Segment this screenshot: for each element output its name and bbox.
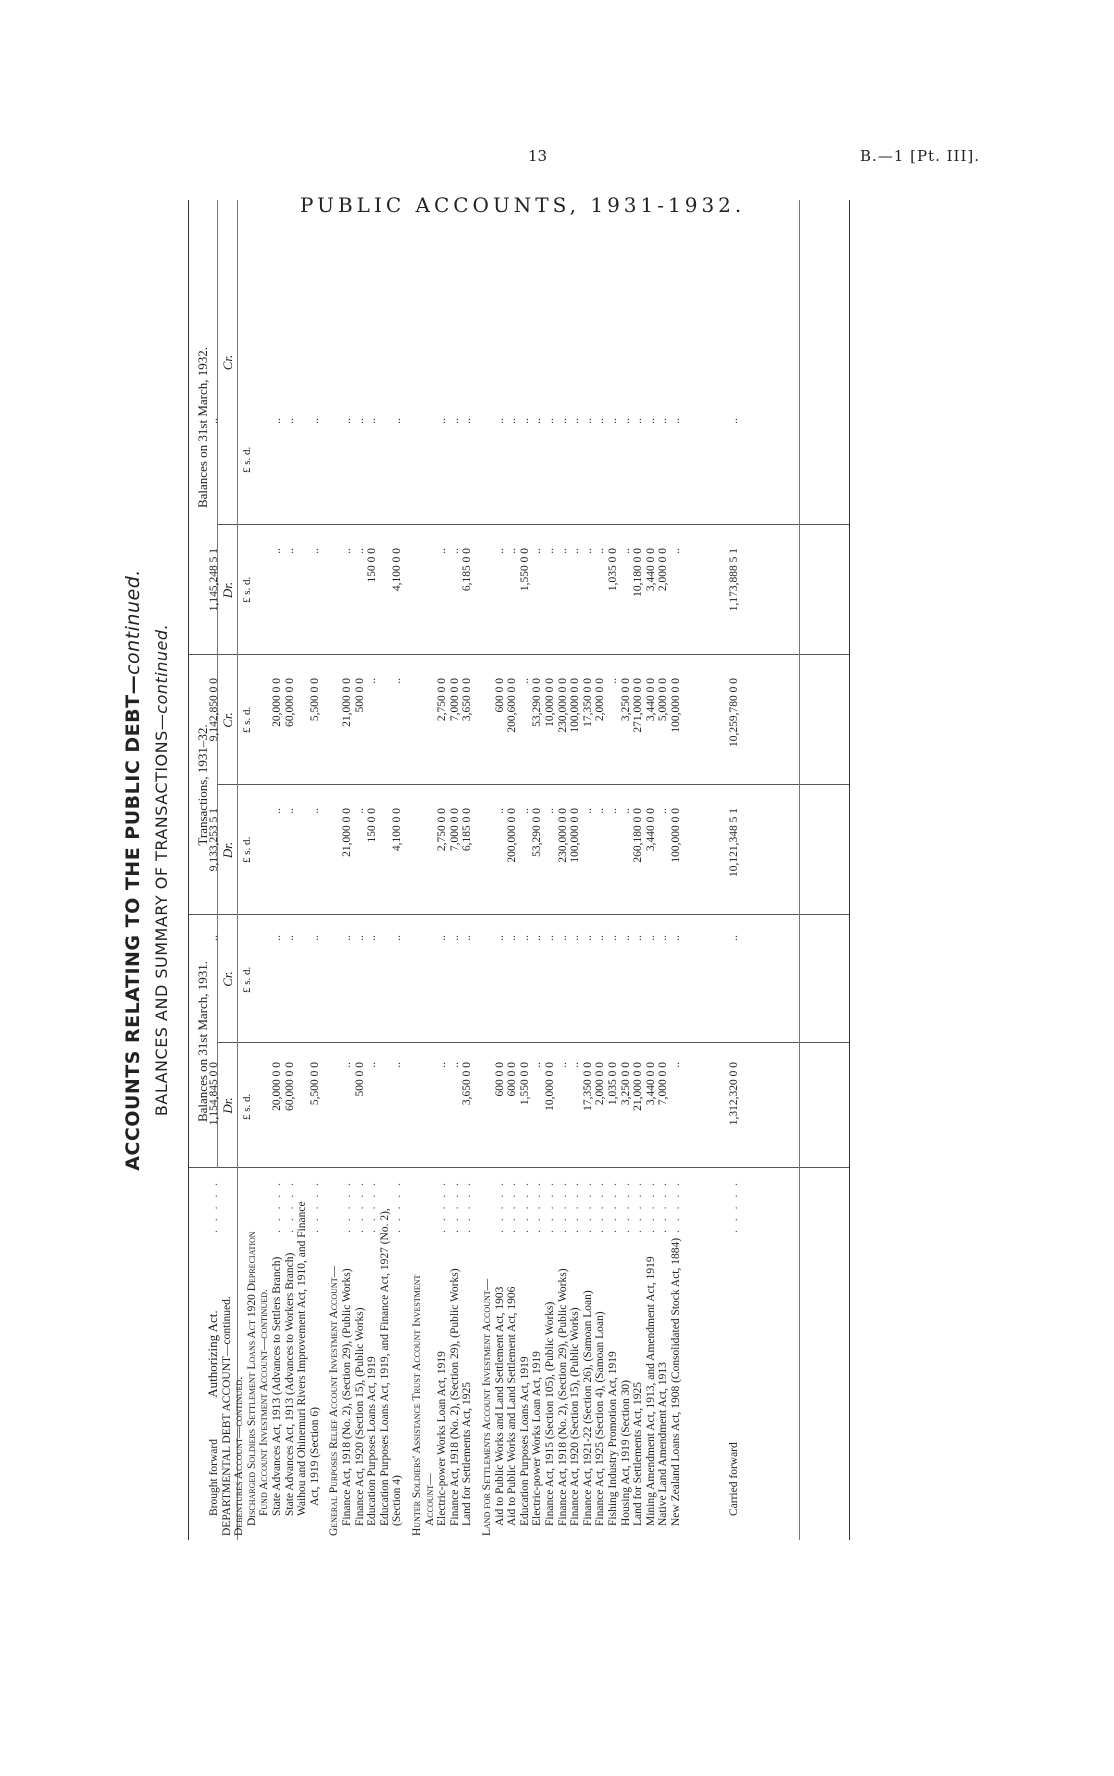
row-label: Finance Act, 1925 (Section 4), (Samoan Loan) (594, 1311, 607, 1526)
cell-amount: .. (644, 935, 657, 941)
cell-amount: .. (461, 418, 474, 424)
header-dr-1932: Dr. (220, 581, 235, 599)
table-title: ACCOUNTS RELATING TO THE PUBLIC DEBT—continued. (122, 569, 144, 1171)
cell-amount: .. (632, 935, 645, 941)
leader-dots: . . . . . (644, 1180, 657, 1233)
cell-amount: .. (436, 1062, 449, 1068)
row-label: Finance Act, 1918 (No. 2), (Section 29), (Public Works) (341, 1268, 353, 1526)
cell-amount: .. (607, 935, 619, 941)
cell-amount: .. (283, 548, 296, 554)
units-col-1: £ s. d. (241, 1093, 253, 1120)
table-row (544, 200, 557, 1540)
header-authorizing-act: Authorizing Act. (205, 1310, 220, 1398)
leader-dots: . . . . . (461, 1180, 474, 1233)
cell-amount: 230,000 0 0 (556, 808, 569, 863)
row-label: Aid to Public Works and Land Settlement Act, 1903 (493, 1286, 506, 1526)
cell-amount: .. (632, 418, 645, 424)
row-label: Land for Settlements Account Investment Account— (481, 1278, 493, 1536)
cell-amount: 200,000 0 0 (506, 808, 519, 863)
cell-amount: .. (657, 418, 670, 424)
leader-dots: . . . . . (208, 1180, 220, 1233)
cell-amount: .. (644, 418, 657, 424)
cell-amount: .. (271, 808, 283, 814)
cell-amount: .. (461, 935, 474, 941)
row-label: Education Purposes Loans Act, 1919, and Finance Act, 1927 (No. 2), (378, 1208, 391, 1526)
cell-amount: 10,000 0 0 (544, 678, 556, 727)
row-label: (Section 4) (391, 1475, 404, 1526)
cell-amount: 21,000 0 0 (341, 808, 353, 857)
cell-amount: .. (556, 935, 569, 941)
cell-amount: 21,000 0 0 (341, 678, 353, 727)
cell-amount: .. (208, 935, 220, 941)
cell-amount: 10,121,348 5 1 (728, 808, 740, 877)
leader-dots: . . . . . (619, 1180, 632, 1233)
page-number: 13 (528, 147, 548, 165)
row-label: Debentures Account—continued. (233, 1377, 246, 1536)
table-row (341, 200, 354, 1540)
cell-amount: 6,185 0 0 (461, 808, 474, 852)
cell-amount: .. (308, 418, 321, 424)
cell-amount: .. (594, 548, 607, 554)
cell-amount: .. (448, 935, 461, 941)
leader-dots: . . . . . (506, 1180, 519, 1233)
cell-amount: .. (353, 935, 366, 941)
cell-amount: 60,000 0 0 (283, 1062, 296, 1111)
cell-amount: .. (518, 418, 531, 424)
cell-amount: .. (493, 935, 506, 941)
table-row (657, 200, 670, 1540)
table-row (246, 200, 259, 1540)
leader-dots: . . . . . (493, 1180, 506, 1233)
units-col-5: £ s. d. (241, 576, 253, 603)
cell-amount: 100,000 0 0 (670, 808, 682, 863)
cell-amount: .. (531, 548, 544, 554)
cell-amount: .. (569, 418, 582, 424)
cell-amount: 9,133,253 5 1 (208, 808, 220, 872)
cell-amount: .. (670, 418, 682, 424)
row-label: Land for Settlements Act, 1925 (632, 1381, 645, 1526)
row-label: Waihou and Ohinemuri Rivers Improvement Act, 1910, and Finance (296, 1201, 309, 1516)
table-row (328, 200, 341, 1540)
cell-amount: .. (493, 548, 506, 554)
cell-amount: 3,650 0 0 (461, 678, 474, 722)
row-label: New Zealand Loans Act, 1908 (Consolidated Stock Act, 1884) (670, 1237, 682, 1526)
table-row (594, 200, 607, 1540)
cell-amount: .. (283, 808, 296, 814)
row-label: Housing Act, 1919 (Section 30) (619, 1380, 632, 1526)
leader-dots: . . . . . (308, 1180, 321, 1233)
row-label: Finance Act, 1918 (No. 2), (Section 29), (Public Works) (556, 1268, 569, 1526)
table-row (519, 200, 532, 1540)
cell-amount: .. (728, 418, 740, 424)
cell-amount: .. (518, 678, 531, 684)
cell-amount: 53,290 0 0 (531, 678, 544, 727)
table-row (670, 200, 683, 1540)
cell-amount: .. (619, 418, 632, 424)
table-row (208, 200, 221, 1540)
cell-amount: 1,035 0 0 (607, 1062, 619, 1106)
cell-amount: 3,440 0 0 (644, 808, 657, 852)
row-label: Finance Act, 1921-22 (Section 26), (Samoan Loan) (581, 1290, 594, 1526)
row-label: State Advances Act, 1913 (Advances to Settlers Branch) (271, 1256, 283, 1516)
cell-amount: 1,173,888 5 1 (728, 548, 740, 612)
cell-amount: .. (670, 548, 682, 554)
header-balances-1932: Balances on 31st March, 1932. (195, 346, 210, 509)
cell-amount: 3,440 0 0 (644, 548, 657, 592)
cell-amount: .. (341, 418, 353, 424)
row-label: Aid to Public Works and Land Settlement Act, 1906 (506, 1286, 519, 1526)
units-col-4: £ s. d. (241, 706, 253, 733)
cell-amount: 150 0 0 (366, 548, 379, 583)
cell-amount: 3,440 0 0 (644, 1062, 657, 1106)
table-subtitle: BALANCES AND SUMMARY OF TRANSACTIONS—continued. (152, 623, 171, 1117)
header-dr-trans: Dr. (220, 841, 235, 859)
row-label: Native Land Amendment Act, 1913 (657, 1362, 670, 1526)
header-dr-1931: Dr. (220, 1097, 235, 1114)
cell-amount: .. (594, 935, 607, 941)
leader-dots: . . . . . (594, 1180, 607, 1233)
leader-dots: . . . . . (341, 1180, 353, 1233)
cell-amount: .. (619, 548, 632, 554)
leader-dots: . . . . . (366, 1180, 379, 1233)
table-row (379, 200, 392, 1540)
cell-amount: 2,750 0 0 (436, 808, 449, 852)
cell-amount: .. (391, 418, 404, 424)
header-cr-1932: Cr. (220, 354, 235, 371)
row-label: Finance Act, 1918 (No. 2), (Section 29), (Public Works) (448, 1268, 461, 1526)
document-reference: B.—1 [Pt. III]. (860, 147, 981, 165)
table-row (436, 200, 449, 1540)
cell-amount: .. (448, 1062, 461, 1068)
row-label: Mining Amendment Act, 1913, and Amendment Act, 1919 (644, 1256, 657, 1526)
leader-dots: . . . . . (607, 1180, 619, 1233)
cell-amount: 21,000 0 0 (632, 1062, 645, 1111)
cell-amount: .. (391, 678, 404, 684)
row-label: Electric-power Works Loan Act, 1919 (436, 1351, 449, 1526)
cell-amount: .. (283, 935, 296, 941)
cell-amount: 3,250 0 0 (619, 1062, 632, 1106)
header-cr-trans: Cr. (220, 712, 235, 728)
cell-amount: .. (366, 935, 379, 941)
cell-amount: 150 0 0 (366, 808, 379, 843)
table-row (494, 200, 507, 1540)
cell-amount: 3,250 0 0 (619, 678, 632, 722)
leader-dots: . . . . . (670, 1180, 682, 1233)
cell-amount: 3,650 0 0 (461, 1062, 474, 1106)
cell-amount: .. (506, 418, 519, 424)
table-row (354, 200, 367, 1540)
cell-amount: .. (366, 678, 379, 684)
cell-amount: 10,000 0 0 (544, 1062, 556, 1111)
cell-amount: 100,000 0 0 (569, 678, 582, 733)
cell-amount: 1,035 0 0 (607, 548, 619, 592)
cell-amount: 3,440 0 0 (644, 678, 657, 722)
row-label: DEPARTMENTAL DEBT ACCOUNT—continued. (220, 1296, 233, 1536)
cell-amount: .. (436, 548, 449, 554)
cell-amount: 1,550 0 0 (518, 1062, 531, 1106)
table-row (391, 200, 404, 1540)
leader-dots: . . . . . (391, 1180, 404, 1233)
cell-amount: 2,750 0 0 (436, 678, 449, 722)
table-row (233, 200, 246, 1540)
cell-amount: .. (670, 935, 682, 941)
cell-amount: .. (556, 1062, 569, 1068)
cell-amount: .. (341, 935, 353, 941)
cell-amount: .. (271, 418, 283, 424)
cell-amount: .. (341, 1062, 353, 1068)
cell-amount: .. (518, 935, 531, 941)
cell-amount: .. (531, 418, 544, 424)
cell-amount: 5,000 0 0 (657, 678, 670, 722)
row-label: Education Purposes Loans Act, 1919 (518, 1356, 531, 1526)
cell-amount: .. (366, 418, 379, 424)
leader-dots: . . . . . (657, 1180, 670, 1233)
table-row (481, 200, 494, 1540)
cell-amount: 200,600 0 0 (506, 678, 519, 733)
cell-amount: .. (569, 1062, 582, 1068)
cell-amount: .. (670, 1062, 682, 1068)
leader-dots: . . . . . (353, 1180, 366, 1233)
table-row (531, 200, 544, 1540)
rotated-table-region (118, 200, 858, 1540)
table-row (506, 200, 519, 1540)
table-row (632, 200, 645, 1540)
cell-amount: .. (728, 935, 740, 941)
cell-amount: .. (581, 548, 594, 554)
cell-amount: 4,100 0 0 (391, 548, 404, 592)
cell-amount: .. (581, 418, 594, 424)
row-label: General Purposes Relief Account Investment Account— (328, 1265, 341, 1536)
row-label: Account— (423, 1473, 436, 1526)
table-row (569, 200, 582, 1540)
cell-amount: 2,000 0 0 (594, 1062, 607, 1106)
table-row (271, 200, 284, 1540)
leader-dots: . . . . . (569, 1180, 582, 1233)
table-row (411, 200, 424, 1540)
table-row (424, 200, 437, 1540)
cell-amount: .. (531, 935, 544, 941)
units-col-6: £ s. d. (241, 446, 253, 473)
cell-amount: 1,145,248 5 1 (208, 548, 220, 612)
cell-amount: 6,185 0 0 (461, 548, 474, 592)
cell-amount: 600 0 0 (493, 678, 506, 713)
cell-amount: .. (493, 808, 506, 814)
cell-amount: .. (506, 548, 519, 554)
cell-amount: .. (594, 418, 607, 424)
cell-amount: .. (569, 548, 582, 554)
table-row (607, 200, 620, 1540)
row-label: Fund Account Investment Account—continued. (258, 1289, 271, 1516)
header-balances-1931: Balances on 31st March, 1931. (195, 960, 210, 1123)
units-col-3: £ s. d. (241, 836, 253, 863)
leader-dots: . . . . . (556, 1180, 569, 1233)
cell-amount: .. (353, 548, 366, 554)
cell-amount: 20,000 0 0 (271, 1062, 283, 1111)
table-row (620, 200, 633, 1540)
table-row (221, 200, 234, 1540)
cell-amount: .. (518, 808, 531, 814)
cell-amount: 10,259,780 0 0 (728, 678, 740, 747)
leader-dots: . . . . . (531, 1180, 544, 1233)
cell-amount: .. (506, 935, 519, 941)
cell-amount: .. (581, 935, 594, 941)
cell-amount: .. (353, 808, 366, 814)
cell-amount: 20,000 0 0 (271, 678, 283, 727)
cell-amount: 7,000 0 0 (448, 808, 461, 852)
row-label: Discharged Soldiers Settlement Loans Act 1920 Depreciation (245, 1231, 258, 1526)
row-label: Finance Act, 1920 (Section 15), (Public Works) (353, 1307, 366, 1526)
cell-amount: .. (341, 548, 353, 554)
row-label: Hunter Soldiers' Assistance Trust Account Investment (411, 1274, 423, 1536)
table-row (461, 200, 474, 1540)
row-label: Finance Act, 1915 (Section 105), (Public Works) (544, 1301, 556, 1526)
cell-amount: .. (581, 808, 594, 814)
table-row (645, 200, 658, 1540)
cell-amount: .. (271, 935, 283, 941)
cell-amount: 260,180 0 0 (632, 808, 645, 863)
cell-amount: .. (544, 418, 556, 424)
leader-dots: . . . . . (581, 1180, 594, 1233)
cell-amount: .. (366, 1062, 379, 1068)
table-row (309, 200, 322, 1540)
row-label: Electric-power Works Loan Act, 1919 (531, 1351, 544, 1526)
leader-dots: . . . . . (283, 1180, 296, 1233)
table-row (557, 200, 570, 1540)
table-row (296, 200, 309, 1540)
table-row (366, 200, 379, 1540)
cell-amount: 500 0 0 (353, 678, 366, 713)
cell-amount: .. (556, 418, 569, 424)
cell-amount: 17,350 0 0 (581, 678, 594, 727)
cell-amount: 2,000 0 0 (594, 678, 607, 722)
cell-amount: .. (607, 418, 619, 424)
cell-amount: .. (353, 418, 366, 424)
cell-amount: .. (391, 1062, 404, 1068)
leader-dots: . . . . . (518, 1180, 531, 1233)
row-label: Brought forward (208, 1439, 220, 1516)
leader-dots: . . . . . (436, 1180, 449, 1233)
table-row (284, 200, 297, 1540)
cell-amount: .. (594, 808, 607, 814)
cell-amount: .. (308, 548, 321, 554)
cell-amount: .. (657, 808, 670, 814)
cell-amount: .. (657, 935, 670, 941)
cell-amount: 7,000 0 0 (448, 678, 461, 722)
row-label: Carried forward (728, 1442, 740, 1516)
table-row (449, 200, 462, 1540)
table-row (728, 200, 741, 1540)
cell-amount: .. (208, 418, 220, 424)
cell-amount: .. (607, 808, 619, 814)
cell-amount: 5,500 0 0 (308, 678, 321, 722)
header-transactions: Transactions, 1931–32. (195, 724, 210, 846)
cell-amount: 1,154,845 0 0 (208, 1062, 220, 1126)
cell-amount: .. (619, 935, 632, 941)
cell-amount: 1,312,320 0 0 (728, 1062, 740, 1126)
cell-amount: 100,000 0 0 (670, 678, 682, 733)
cell-amount: .. (544, 935, 556, 941)
leader-dots: . . . . . (632, 1180, 645, 1233)
cell-amount: .. (448, 548, 461, 554)
cell-amount: 100,000 0 0 (569, 808, 582, 863)
leader-dots: . . . . . (271, 1180, 283, 1233)
leader-dots: . . . . . (544, 1180, 556, 1233)
row-label: State Advances Act, 1913 (Advances to Workers Branch) (283, 1252, 296, 1516)
row-label: Fishing Industry Promotion Act, 1919 (607, 1351, 619, 1526)
cell-amount: 600 0 0 (493, 1062, 506, 1097)
cell-amount: .. (619, 808, 632, 814)
row-label: Land for Settlements Act, 1925 (461, 1381, 474, 1526)
cell-amount: .. (308, 808, 321, 814)
cell-amount: .. (556, 548, 569, 554)
cell-amount: 600 0 0 (506, 1062, 519, 1097)
cell-amount: .. (544, 808, 556, 814)
cell-amount: .. (436, 418, 449, 424)
cell-amount: .. (569, 935, 582, 941)
cell-amount: 17,350 0 0 (581, 1062, 594, 1111)
leader-dots: . . . . . (728, 1180, 740, 1233)
cell-amount: .. (607, 678, 619, 684)
cell-amount: 1,550 0 0 (518, 548, 531, 592)
cell-amount: 60,000 0 0 (283, 678, 296, 727)
cell-amount: 5,500 0 0 (308, 1062, 321, 1106)
cell-amount: 9,142,850 0 0 (208, 678, 220, 742)
cell-amount: 4,100 0 0 (391, 808, 404, 852)
row-label: Act, 1919 (Section 6) (308, 1406, 321, 1506)
cell-amount: 271,000 0 0 (632, 678, 645, 733)
table-row (582, 200, 595, 1540)
table-row (258, 200, 271, 1540)
cell-amount: .. (271, 548, 283, 554)
cell-amount: 7,000 0 0 (657, 1062, 670, 1106)
cell-amount: 10,180 0 0 (632, 548, 645, 597)
row-label: Education Purposes Loans Act, 1919 (366, 1356, 379, 1526)
cell-amount: 500 0 0 (353, 1062, 366, 1097)
table-row (683, 200, 696, 1540)
cell-amount: .. (308, 935, 321, 941)
header-cr-1931: Cr. (220, 971, 235, 987)
cell-amount: 2,000 0 0 (657, 548, 670, 592)
running-title: PUBLIC ACCOUNTS, 1931-1932. (300, 193, 746, 217)
leader-dots: . . . . . (448, 1180, 461, 1233)
cell-amount: .. (531, 1062, 544, 1068)
cell-amount: .. (493, 418, 506, 424)
cell-amount: .. (283, 418, 296, 424)
cell-amount: .. (391, 935, 404, 941)
cell-amount: 53,290 0 0 (531, 808, 544, 857)
cell-amount: .. (544, 548, 556, 554)
cell-amount: 230,000 0 0 (556, 678, 569, 733)
cell-amount: .. (436, 935, 449, 941)
cell-amount: .. (448, 418, 461, 424)
row-label: Finance Act, 1920 (Section 15), (Public Works) (569, 1307, 582, 1526)
units-col-2: £ s. d. (241, 966, 253, 993)
